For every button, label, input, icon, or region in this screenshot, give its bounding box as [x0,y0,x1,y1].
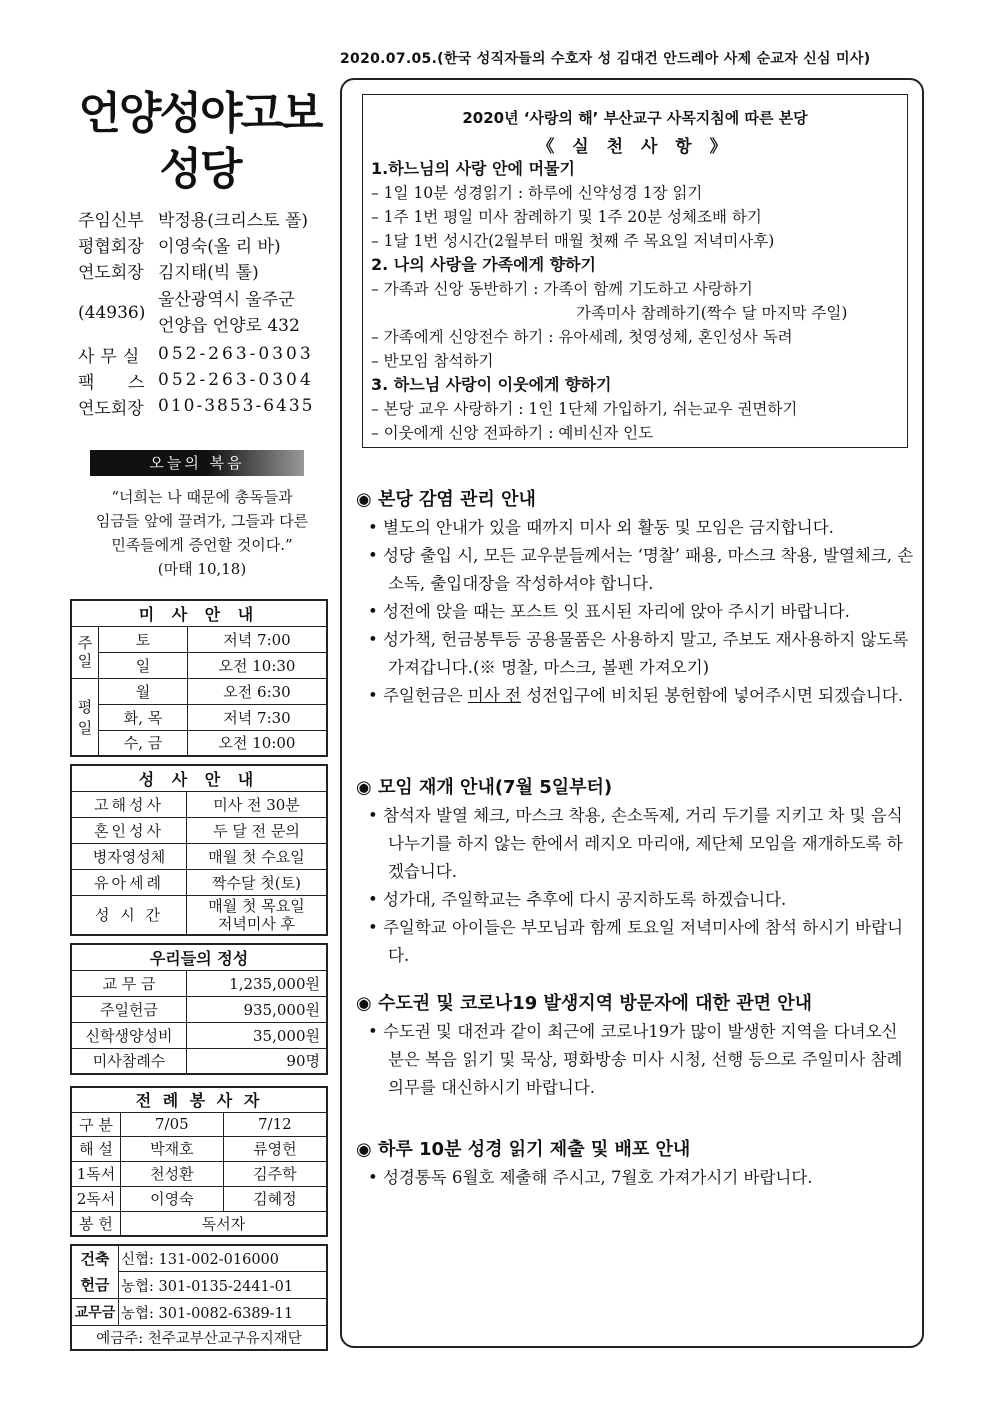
notice-title: ◉ 하루 10분 성경 읽기 제출 및 배포 안내 [356,1139,691,1160]
notice-title: ◉ 모임 재개 안내(7월 5일부터) [356,777,613,798]
parish-title [70,86,330,198]
zip-code: (44936) [78,303,146,323]
fax-number: 팩 스 052-263-0304 [78,370,314,393]
gospel-quote: “너희는 나 때문에 총독들과 임금들 앞에 끌려가, 그들과 다른 민족들에게 증언할 것이다.” (마태 10,18) [95,488,309,578]
staff-pastor: 주임신부 박정용(크리스토 폴) [78,210,309,231]
weekday-label: 평일 [71,678,99,756]
staff-council-president: 평협회장 이영숙(올 리 바) [78,236,281,257]
staff-yeondo-president: 연도회장 김지태(빅 톨) [78,262,259,283]
notice-infection-control: ◉ 본당 감염 관리 안내 • 별도의 안내가 있을 때까지 미사 외 활동 및 모임은 금지합니다. • 성당 출입 시, 모든 교우분들께서는 ‘명찰’ 패용, 마스크 착용, 발열체크, 손소독, 출입대장을 작성하셔야 합니다. • 성전에 앉을 때는 포스트 잇 표시된 자리에 앉아 주시기 바랍니다. • 성가책, 헌금봉투등 공용물품은 사용하지 말고, 주보도 재사용하지 않도록 가져갑니다.(※ 명찰, 마스크, 볼펜 가져오기) • 주일헌금은 미사 전 성전입구에 비치된 봉헌함에 넣어주시면 되겠습니다. [356,486,916,710]
mass-schedule-table: 미 사 안 내 주일 토 저녁 7:00 일 오전 10:30 평일 월 오전 6:30 화, 목 저녁 7:30 수, 금 오전 10:00 [70,599,328,757]
sacrament-table: 성 사 안 내 고해성사 미사 전 30분 혼인성사 두 달 전 문의 병자영성체 매월 첫 수요일 유아세례 짝수달 첫(토) 성 시 간 매월 첫 목요일 저녁미사 후 [70,764,328,936]
notice-meeting-resume: ◉ 모임 재개 안내(7월 5일부터) • 참석자 발열 체크, 마스크 착용, 손소독제, 거리 두기를 지키고 차 및 음식 나누기를 하지 않는 한에서 레지오 마리애, 제단체 모임을 재개하도록 하겠습니다. • 성가대, 주일학교는 추후에 다시 공지하도록 하겠습니다. • 주일학교 아이들은 부모님과 함께 토요일 저녁미사에 참석 하시기 바랍니다. [356,774,916,970]
practice-heading-1: 1.하느님의 사랑 안에 머물기 [371,159,575,178]
parish-info [78,205,328,419]
practice-heading-3: 3. 하느님 사랑이 이웃에게 향하기 [371,375,612,394]
bulletin-date-header: 2020.07.05.(한국 성직자들의 수호자 성 김대건 안드레아 사제 순교자 신심 미사) [340,51,871,67]
gospel-banner: 오늘의 복음 [90,450,304,476]
notice-dispensation: ◉ 수도권 및 코로나19 발생지역 방문자에 대한 관면 안내 • 수도권 및 대전과 같이 최근에 코로나19가 많이 발생한 지역을 다녀오신 분은 복음 읽기 및 묵상, 평화방송 미사 시청, 선행 등으로 주일미사 참례 의무를 대신하시기 바랍니다. [356,990,916,1102]
liturgy-servers-table: 전 례 봉 사 자 구 분 7/05 7/12 해 설 박재호 류영헌 1독서 천성환 김주학 2독서 이영숙 김혜정 봉 헌 독서자 [70,1086,328,1237]
practice-heading-2: 2. 나의 사랑을 가족에게 향하기 [371,255,596,274]
pastoral-practice-box: 2020년 ‘사랑의 해’ 부산교구 사목지침에 따른 본당 《 실 천 사 항 》 1.하느님의 사랑 안에 머물기 – 1일 10분 성경읽기 : 하루에 신약성경 1장 읽기 – 1주 1번 평일 미사 참례하기 및 1주 20분 성체조배 하기 – 1달 1번 성시간(2월부터 매월 첫째 주 목요일 저녁미사후) 2. 나의 사랑을 가족에게 향하기 – 가족과 신앙 동반하기 : 가족이 함께 기도하고 사랑하기 가족미사 참례하기(짝수 달 마지막 주일) – 가족에게 신앙전수 하기 : 유아세례, 첫영성체, 혼인성사 독려 – 반모임 참석하기 3. 하느님 사랑이 이웃에게 향하기 – 본당 교우 사랑하기 : 1인 1단체 가입하기, 쉬는교우 권면하기 – 이웃에게 신앙 전파하기 : 예비신자 인도 [362,94,908,448]
parish-name-line1: 언양성야고보 [78,88,322,139]
office-phone: 사무실 052-263-0303 [78,344,314,367]
notice-bible-reading: ◉ 하루 10분 성경 읽기 제출 및 배포 안내 • 성경통독 6월호 제출해 주시고, 7월호 가져가시기 바랍니다. [356,1136,916,1192]
practice-title: 2020년 ‘사랑의 해’ 부산교구 사목지침에 따른 본당 [462,109,808,127]
notice-title: ◉ 본당 감염 관리 안내 [356,489,536,510]
practice-subtitle: 《 실 천 사 항 》 [537,137,733,157]
sunday-label: 주일 [71,626,99,678]
offering-table: 우리들의 정성 교 무 금 1,235,000원 주일헌금 935,000원 신학생양성비 35,000원 미사참례수 90명 [70,943,328,1075]
parish-name-line2: 성당 [159,144,241,195]
notice-title: ◉ 수도권 및 코로나19 발생지역 방문자에 대한 관면 안내 [356,993,813,1014]
parish-address: (44936) 울산광역시 울주군 언양읍 언양로 432 [78,287,328,339]
bank-accounts-table: 건축 헌금 신협: 131-002-016000 농협: 301-0135-2441-01 교무금 농협: 301-0082-6389-11 예금주: 천주교부산교구유지재단 [70,1244,328,1351]
yeondo-phone: 연도회장 010-3853-6435 [78,396,315,419]
